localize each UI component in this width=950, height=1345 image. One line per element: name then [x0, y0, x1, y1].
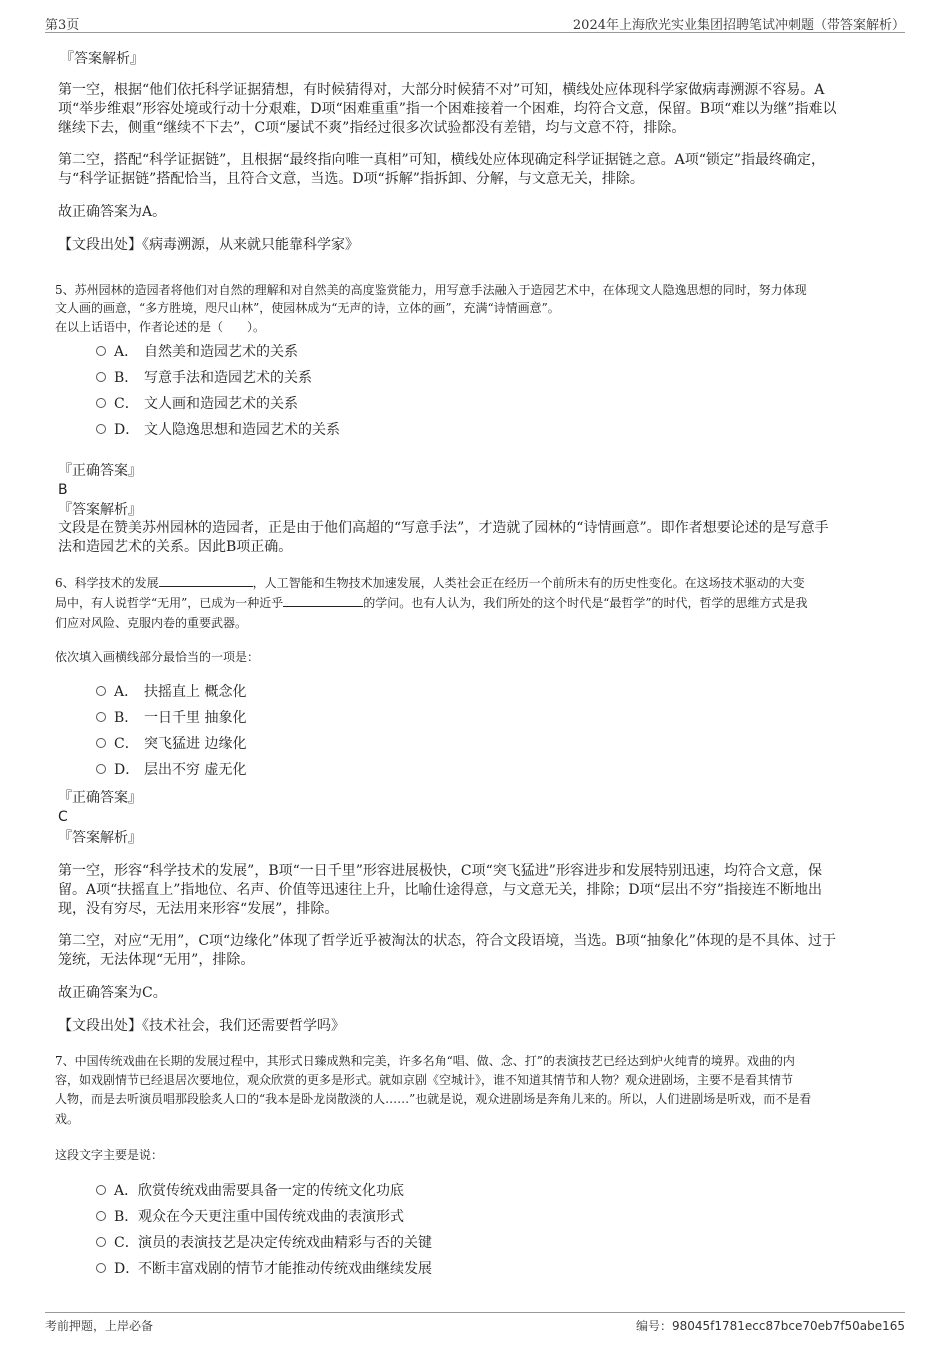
q6-option-b[interactable]: B． 一日千里 抽象化 [96, 708, 246, 728]
document-title: 2024年上海欣光实业集团招聘笔试冲刺题（带答案解析） [572, 18, 905, 33]
q5-stem-line3: 在以上话语中，作者论述的是（ ）。 [55, 320, 266, 334]
q6-analysis-p2-line2: 笼统，无法体现“无用”，排除。 [58, 952, 255, 968]
q7-option-a[interactable]: A．欣赏传统戏曲需要具备一定的传统文化功底 [96, 1181, 404, 1201]
q4-analysis-p1-line3: 继续下去，侧重“继续不下去”，C项“屡试不爽”指经过很多次试验都没有差错，均与文意不符，排除。 [58, 120, 686, 136]
radio-icon[interactable] [96, 1185, 106, 1195]
q5-option-d[interactable]: D． 文人隐逸思想和造园艺术的关系 [96, 420, 340, 440]
q7-option-c[interactable]: C．演员的表演技艺是决定传统戏曲精彩与否的关键 [96, 1233, 432, 1253]
q7-prompt: 这段文字主要是说： [55, 1148, 164, 1162]
q4-analysis-label: 『答案解析』 [60, 51, 144, 67]
q6-answer: C [58, 809, 68, 825]
radio-icon[interactable] [96, 398, 106, 408]
q6-source: 【文段出处】《技术社会，我们还需要哲学吗》 [58, 1018, 345, 1034]
q5-answer: B [58, 482, 68, 498]
q6-analysis-p1-line3: 现，没有穷尽，无法用来形容“发展”，排除。 [58, 901, 339, 917]
radio-icon[interactable] [96, 346, 106, 356]
q6-option-a[interactable]: A． 扶摇直上 概念化 [96, 682, 246, 702]
page-footer [45, 1312, 905, 1333]
q4-conclusion: 故正确答案为A。 [58, 204, 167, 220]
radio-icon[interactable] [96, 1263, 106, 1273]
blank-1 [159, 574, 253, 587]
footer-slogan: 考前押题，上岸必备 [45, 1319, 154, 1333]
q5-option-a[interactable]: A． 自然美和造园艺术的关系 [96, 342, 298, 362]
q6-analysis-p1-line1: 第一空，形容“科学技术的发展”，B项“一日千里”形容进展极快，C项“突飞猛进”形容进步和发展特别迅速，均符合文意，保 [58, 863, 822, 879]
q4-analysis-p1-line2: 项“举步维艰”形容处境或行动十分艰难，D项“困难重重”指一个困难接着一个困难，均符合文意，保留。B项“难以为继”指难以 [58, 101, 837, 117]
radio-icon[interactable] [96, 738, 106, 748]
q6-prompt: 依次填入画横线部分最恰当的一项是： [55, 650, 260, 664]
q7-option-d[interactable]: D．不断丰富戏剧的情节才能推动传统戏曲继续发展 [96, 1259, 432, 1279]
radio-icon[interactable] [96, 424, 106, 434]
document-code: 编号：98045f1781ecc87bce70eb7f50abe165 [635, 1319, 905, 1333]
q4-source: 【文段出处】《病毒溯源，从来就只能靠科学家》 [58, 237, 359, 253]
q5-analysis-line1: 文段是在赞美苏州园林的造园者，正是由于他们高超的“写意手法”，才造就了园林的“诗情画意”。即作者想要论述的是写意手 [58, 520, 829, 536]
q7-stem-line2: 容，如戏剧情节已经退居次要地位，观众欣赏的更多是形式。就如京剧《空城计》，谁不知道其情节和人物？观众进剧场，主要不是看其情节 [55, 1073, 794, 1087]
q5-option-c[interactable]: C． 文人画和造园艺术的关系 [96, 394, 298, 414]
q7-option-b[interactable]: B．观众在今天更注重中国传统戏曲的表演形式 [96, 1207, 404, 1227]
q6-analysis-p1-line2: 留。A项“扶摇直上”指地位、名声、价值等迅速往上升，比喻仕途得意，与文意无关，排除；D项“层出不穷”指接连不断地出 [58, 882, 822, 898]
q6-stem-line2: 局中，有人说哲学“无用”，已成为一种近乎 的学问。也有人认为，我们所处的这个时代是“最哲学”的时代，哲学的思维方式是我 [55, 596, 808, 610]
q6-analysis-label: 『答案解析』 [58, 830, 142, 846]
q7-stem-line4: 戏。 [55, 1112, 80, 1126]
q6-answer-label: 『正确答案』 [58, 790, 142, 806]
q6-option-d[interactable]: D． 层出不穷 虚无化 [96, 760, 246, 780]
q7-stem-line1: 7、中国传统戏曲在长期的发展过程中，其形式日臻成熟和完美，许多名角“唱、做、念、打”的表演技艺已经达到炉火纯青的境界。戏曲的内 [55, 1054, 795, 1068]
q6-option-c[interactable]: C． 突飞猛进 边缘化 [96, 734, 246, 754]
q6-analysis-p2-line1: 第二空，对应“无用”，C项“边缘化”体现了哲学近乎被淘汰的状态，符合文段语境，当选。B项“抽象化”体现的是不具体、过于 [58, 933, 836, 949]
blank-2 [283, 594, 363, 607]
q6-stem-line3: 们应对风险、克服内卷的重要武器。 [55, 616, 248, 630]
radio-icon[interactable] [96, 1211, 106, 1221]
radio-icon[interactable] [96, 372, 106, 382]
q5-stem-line2: 文人画的画意，“多方胜境，咫尺山林”，使园林成为“无声的诗，立体的画”，充满“诗情画意”。 [55, 301, 560, 315]
q5-analysis-line2: 法和造园艺术的关系。因此B项正确。 [58, 539, 293, 555]
radio-icon[interactable] [96, 764, 106, 774]
q5-answer-label: 『正确答案』 [58, 463, 142, 479]
q5-analysis-label: 『答案解析』 [58, 502, 142, 518]
q7-stem-line3: 人物，而是去听演员唱那段脍炙人口的“我本是卧龙岗散淡的人……”也就是说，观众进剧场是奔角儿来的。所以，人们进剧场是听戏，而不是看 [55, 1092, 812, 1106]
q4-analysis-p1-line1: 第一空，根据“他们依托科学证据猜想，有时候猜得对，大部分时候猜不对”可知，横线处应体现科学家做病毒溯源不容易。A [58, 82, 825, 98]
q6-conclusion: 故正确答案为C。 [58, 985, 167, 1001]
page-number: 第3页 [45, 18, 80, 33]
q4-analysis-p2-line1: 第二空，搭配“科学证据链”，且根据“最终指向唯一真相”可知，横线处应体现确定科学证据链之意。A项“锁定”指最终确定， [58, 152, 826, 168]
radio-icon[interactable] [96, 712, 106, 722]
radio-icon[interactable] [96, 686, 106, 696]
page-header [45, 12, 905, 33]
q4-analysis-p2-line2: 与“科学证据链”搭配恰当，且符合文意，当选。D项“拆解”指拆卸、分解，与文意无关，排除。 [58, 171, 644, 187]
q6-stem-line1: 6、科学技术的发展 ，人工智能和生物技术加速发展，人类社会正在经历一个前所未有的历史性变化。在这场技术驱动的大变 [55, 576, 805, 590]
q5-stem-line1: 5、苏州园林的造园者将他们对自然的理解和对自然美的高度鉴赏能力，用写意手法融入于造园艺术中，在体现文人隐逸思想的同时，努力体现 [55, 283, 807, 297]
radio-icon[interactable] [96, 1237, 106, 1247]
q5-option-b[interactable]: B． 写意手法和造园艺术的关系 [96, 368, 312, 388]
